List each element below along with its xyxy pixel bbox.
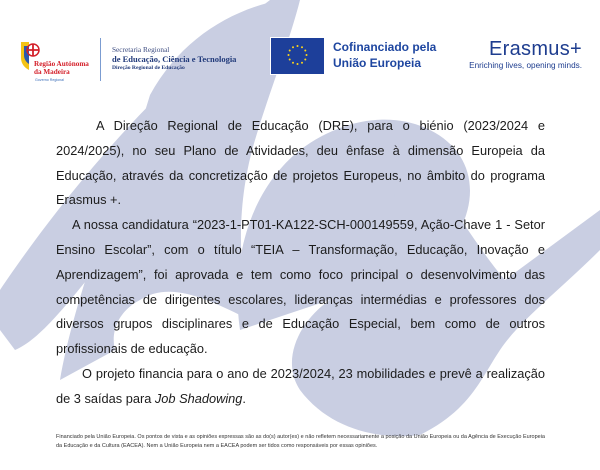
eu-disclaimer: Financiado pela União Europeia. Os pontos de vista e as opiniões expressas são as do(s) autor(es) e não refletem necessariamente a posição da União Europeia ou da Agência de Execução Europeia da Educação e da Cultura (EACEA). Nem a União Europeia nem a EACEA podem ser tidos como responsáveis por essas opiniões. (56, 434, 545, 449)
madeira-name (34, 61, 89, 76)
paragraph-mobilities (56, 362, 545, 412)
header-logos (0, 30, 600, 90)
job-shadowing-term: Job Shadowing (154, 390, 243, 406)
erasmus-logo (448, 39, 582, 71)
secretaria-line1: Secretaria Regional (112, 45, 170, 54)
eu-cofinanced-text (333, 40, 436, 71)
eu-text-line2: União Europeia (333, 55, 422, 70)
eu-flag-icon (270, 37, 325, 75)
madeira-name-line1: Região Autónoma (34, 60, 89, 68)
erasmus-tagline: Enriching lives, opening minds. (469, 61, 582, 70)
madeira-logo (20, 40, 100, 88)
secretaria-line3: Direção Regional de Educação (112, 65, 185, 71)
paragraph-mobilities-text: O projeto financia para o ano de 2023/2024, 23 mobilidades e prevê a realização de 3 saídas para (56, 365, 545, 406)
erasmus-title: Erasmus+ (489, 38, 582, 60)
body-text (56, 114, 545, 412)
secretaria-line2: de Educação, Ciência e Tecnologia (112, 54, 237, 64)
paragraph-mobilities-end: . (242, 390, 246, 406)
madeira-subtitle: Governo Regional (35, 78, 64, 82)
madeira-name-line2: da Madeira (34, 67, 70, 76)
paragraph-application: A nossa candidatura “2023-1-PT01-KA122-SCH-000149559, Ação-Chave 1 - Setor Ensino Escolar”, com o título “TEIA – Transformação, Educação, Inovação e Aprendizagem”, foi aprovada e tem como foco principal o desenvolvimento das competências de dirigentes escolares, lideranças intermédias e professores dos diversos grupos disciplinares e de Educação Especial, bem como de outros profissionais de educação. (56, 217, 545, 357)
secretaria-logo (112, 45, 236, 72)
paragraph-dre-plan: A Direção Regional de Educação (DRE), para o biénio (2023/2024 e 2024/2025), no seu Plano de Atividades, deu ênfase à dimensão Europeia da Educação, através da concretização de projetos Europeus, no âmbito do programa Erasmus +. (56, 118, 545, 208)
eu-text-line1: Cofinanciado pela (333, 40, 437, 54)
header-divider (100, 38, 101, 81)
